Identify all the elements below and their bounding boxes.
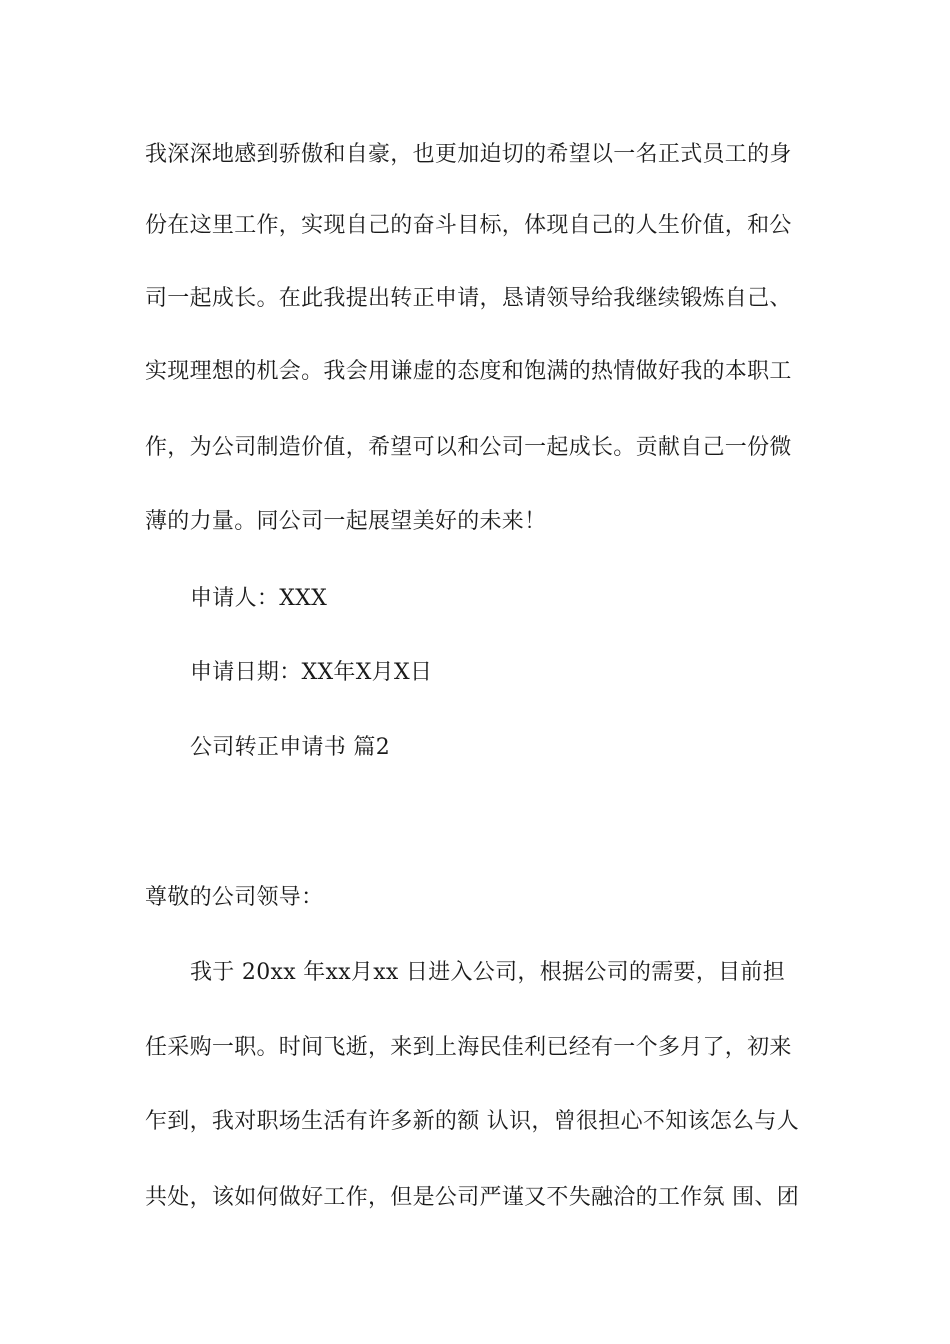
paragraph-1-line-2: 份在这里工作，实现自己的奋斗目标，体现自己的人生价值，和公: [145, 213, 792, 238]
paragraph-2-line-1: 我于 20xx 年xx月xx 日进入公司，根据公司的需要，目前担: [190, 960, 786, 985]
paragraph-2-line-4: 共处，该如何做好工作，但是公司严谨又不失融洽的工作氛 围、团: [145, 1185, 799, 1210]
paragraph-2-line-2: 任采购一职。时间飞逝，来到上海民佳利已经有一个多月了，初来: [145, 1035, 792, 1060]
paragraph-1-line-1: 我深深地感到骄傲和自豪，也更加迫切的希望以一名正式员工的身: [145, 142, 792, 167]
paragraph-1-line-3: 司一起成长。在此我提出转正申请，恳请领导给我继续锻炼自己、: [145, 286, 792, 311]
paragraph-1-line-5: 作，为公司制造价值，希望可以和公司一起成长。贡献自己一份微: [145, 435, 792, 460]
paragraph-2-line-3: 乍到，我对职场生活有许多新的额 认识，曾很担心不知该怎么与人: [145, 1109, 799, 1134]
salutation: 尊敬的公司领导：: [145, 885, 324, 910]
section-title: 公司转正申请书 篇2: [190, 735, 390, 760]
paragraph-1-line-6: 薄的力量。同公司一起展望美好的未来！: [145, 509, 547, 534]
application-date: 申请日期：XX年X月X日: [190, 660, 433, 685]
paragraph-1-line-4: 实现理想的机会。我会用谦虚的态度和饱满的热情做好我的本职工: [145, 359, 792, 384]
applicant-name: 申请人：XXX: [190, 586, 328, 611]
